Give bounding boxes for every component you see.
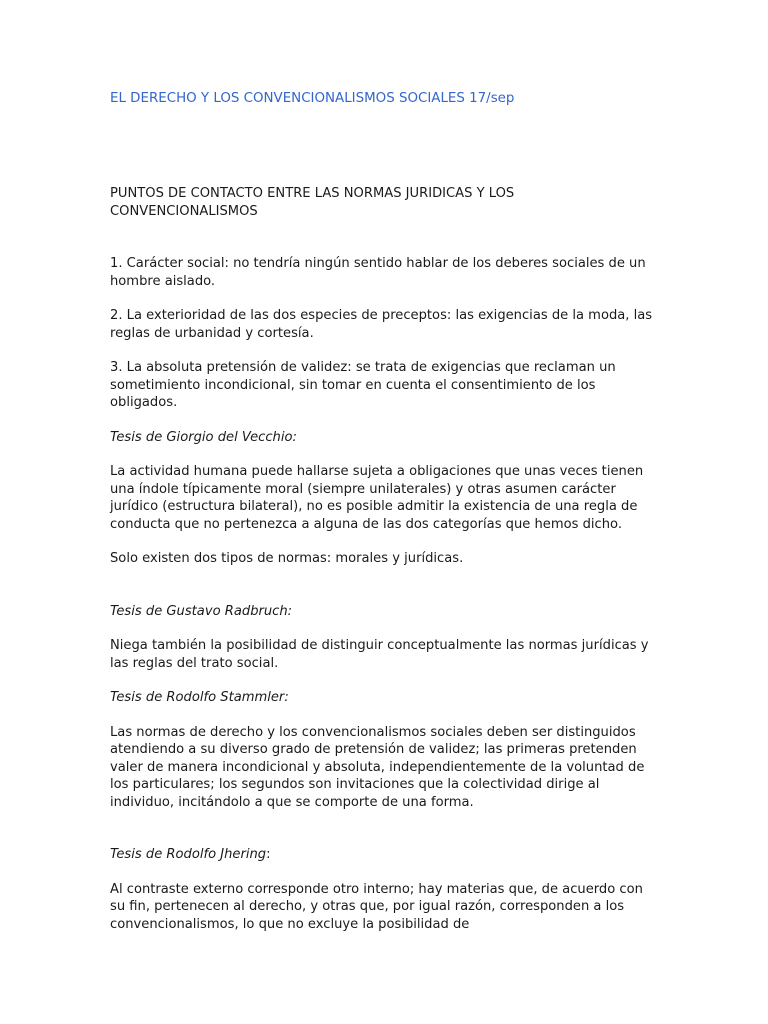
thesis-heading-jhering-text: Tesis de Rodolfo Jhering (110, 847, 267, 862)
section-heading-line2: CONVENCIONALISMOS (110, 203, 258, 219)
section-heading-line1: PUNTOS DE CONTACTO ENTRE LAS NORMAS JURIDICAS Y LOS (110, 186, 515, 201)
thesis-paragraph-vecchio: La actividad humana puede hallarse sujeta a obligaciones que unas veces tienen una índole típicamente moral (siempre unilaterales) y otras asumen carácter jurídico (estructura bilateral), no es posible admitir la existencia de una regla de conducta que no pertenezca a alguna de las dos categorías que hemos dicho. (110, 464, 644, 532)
thesis-heading-jhering (110, 846, 655, 864)
point-1: 1. Carácter social: no tendría ningún sentido hablar de los deberes sociales de un hombre aislado. (110, 256, 646, 289)
point-3: 3. La absoluta pretensión de validez: se trata de exigencias que reclaman un sometimiento incondicional, sin tomar en cuenta el consentimiento de los obligados. (110, 360, 616, 410)
thesis-summary-vecchio: Solo existen dos tipos de normas: morales y jurídicas. (110, 551, 464, 566)
thesis-heading-stammler: Tesis de Rodolfo Stammler: (110, 690, 289, 705)
document-title: EL DERECHO Y LOS CONVENCIONALISMOS SOCIALES 17/sep (110, 91, 515, 106)
thesis-paragraph-jhering: Al contraste externo corresponde otro interno; hay materias que, de acuerdo con su fin, pertenecen al derecho, y otras que, por igual razón, corresponden a los convencionalismos, lo que no excluye la posibilidad de (110, 881, 643, 932)
point-2: 2. La exterioridad de las dos especies de preceptos: las exigencias de la moda, las reglas de urbanidad y cortesía. (110, 308, 653, 341)
document-body (110, 185, 655, 933)
thesis-heading-vecchio: Tesis de Giorgio del Vecchio: (110, 429, 297, 445)
thesis-heading-radbruch: Tesis de Gustavo Radbruch: (110, 603, 293, 619)
section-heading (110, 185, 655, 220)
thesis-heading-jhering-colon: : (266, 847, 271, 862)
thesis-paragraph-radbruch: Niega también la posibilidad de distinguir conceptualmente las normas jurídicas y las reglas del trato social. (110, 638, 649, 671)
thesis-paragraph-stammler: Las normas de derecho y los convencionalismos sociales deben ser distinguidos atendiendo a su diverso grado de pretensión de validez; las primeras pretenden valer de manera incondicional y absoluta, independientemente de la voluntad de los particulares; los segundos son invitaciones que la colectividad dirige al individuo, incitándolo a que se comporte de una forma. (110, 724, 645, 810)
